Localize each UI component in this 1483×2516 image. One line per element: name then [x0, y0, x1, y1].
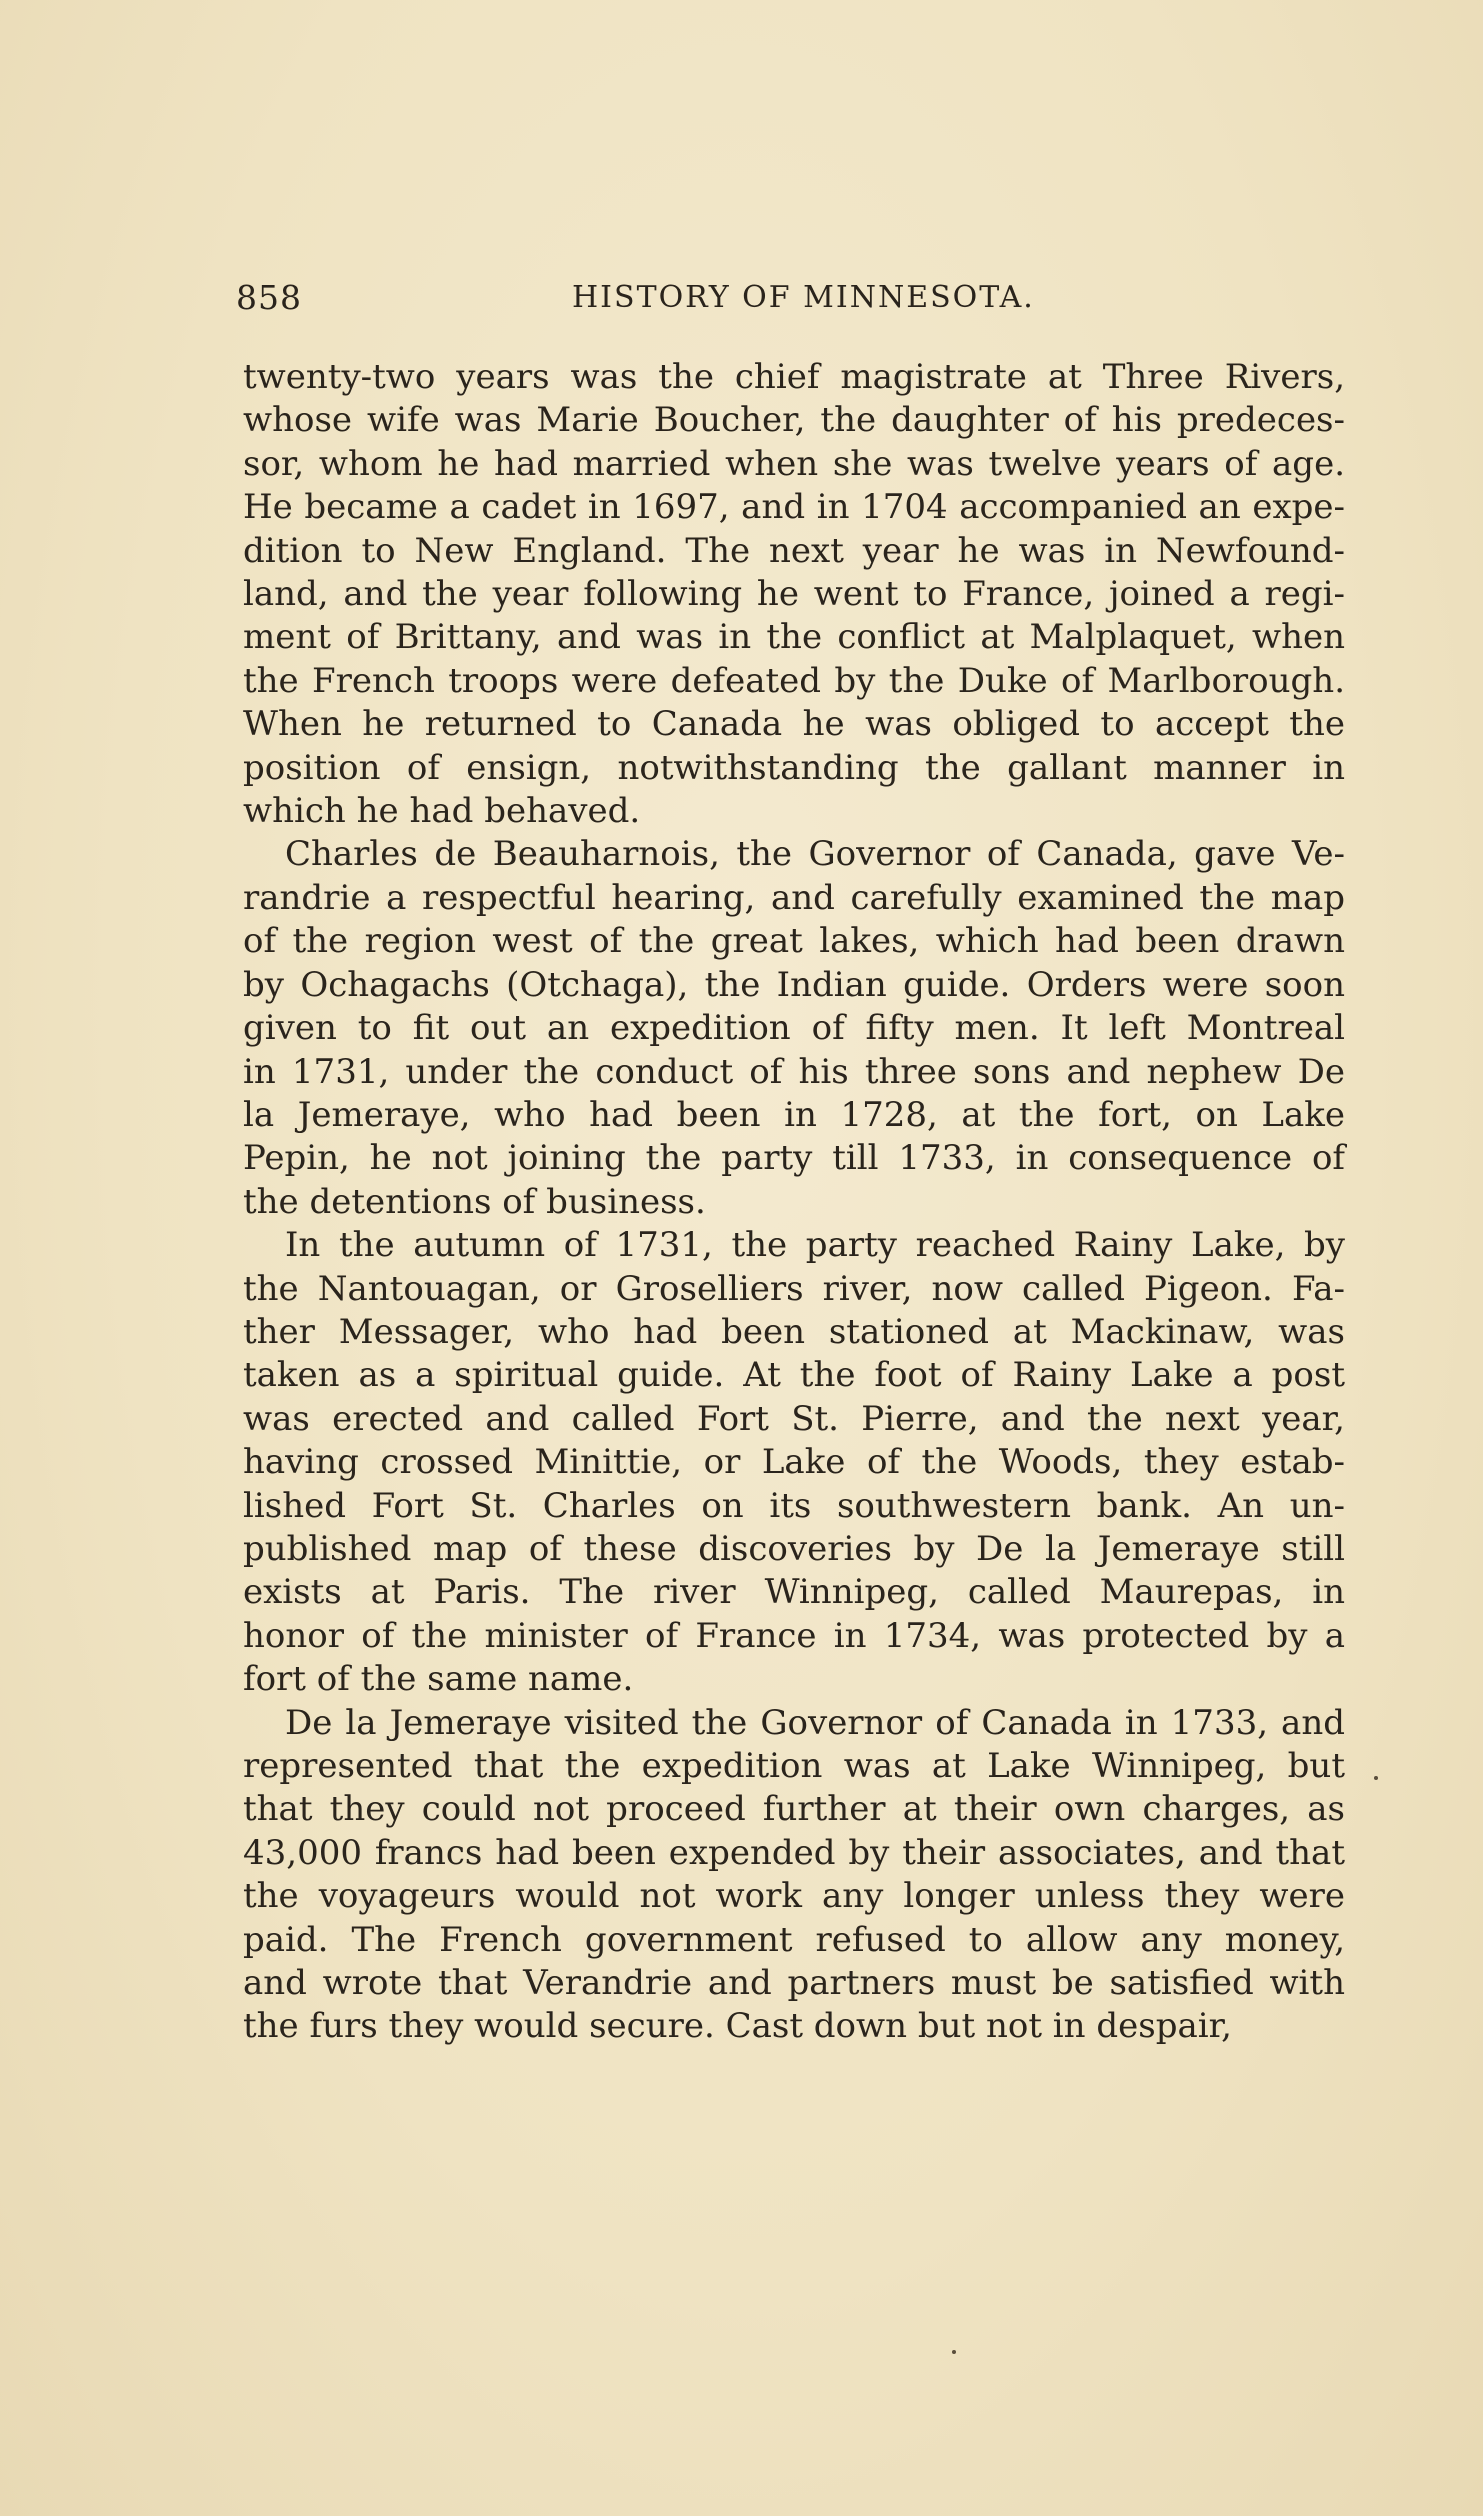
text-line: and wrote that Verandrie and partners must be satisfied with [243, 1963, 1345, 2004]
running-head: HISTORY OF MINNESOTA. [572, 280, 1035, 315]
text-line: In the autumn of 1731, the party reached Rainy Lake, by [285, 1225, 1345, 1266]
text-line: which he had behaved. [243, 791, 641, 832]
page-header [236, 272, 1366, 332]
text-line: in 1731, under the conduct of his three sons and nephew De [243, 1051, 1345, 1092]
text-line: the detentions of business. [243, 1181, 706, 1222]
text-line: that they could not proceed further at their own charges, as [243, 1789, 1345, 1830]
text-line: la Jemeraye, who had been in 1728, at the fort, on Lake [243, 1094, 1345, 1135]
text-line: the furs they would secure. Cast down but not in despair, [243, 2006, 1232, 2047]
text-line: dition to New England. The next year he was in Newfound- [243, 530, 1345, 571]
text-line: land, and the year following he went to France, joined a regi- [243, 574, 1345, 615]
text-line: randrie a respectful hearing, and carefully examined the map [243, 877, 1345, 918]
text-line: by Ochagachs (Otchaga), the Indian guide. Orders were soon [243, 964, 1345, 1005]
ink-speck [952, 2350, 956, 2354]
text-line: fort of the same name. [243, 1659, 634, 1700]
text-line: lished Fort St. Charles on its southwestern bank. An un- [243, 1485, 1345, 1526]
paragraph [243, 1702, 1345, 2049]
paragraph [243, 356, 1345, 833]
text-line: De la Jemeraye visited the Governor of Canada in 1733, and [285, 1702, 1345, 1743]
text-line: the French troops were defeated by the Duke of Marlborough. [243, 660, 1345, 701]
text-line: He became a cadet in 1697, and in 1704 accompanied an expe- [243, 487, 1345, 528]
text-line: ther Messager, who had been stationed at Mackinaw, was [243, 1311, 1345, 1352]
text-line: the voyageurs would not work any longer unless they were [243, 1876, 1345, 1917]
text-line: When he returned to Canada he was obliged to accept the [243, 704, 1345, 745]
text-line: was erected and called Fort St. Pierre, and the next year, [243, 1398, 1345, 1439]
text-line: Pepin, he not joining the party till 1733, in consequence of [243, 1138, 1345, 1179]
text-line: 43,000 francs had been expended by their associates, and that [243, 1832, 1345, 1873]
text-line: twenty-two years was the chief magistrate at Three Rivers, [243, 357, 1345, 397]
page-number: 858 [236, 278, 302, 317]
body-text [243, 356, 1345, 2049]
paragraph [243, 833, 1345, 1224]
text-line: exists at Paris. The river Winnipeg, called Maurepas, in [243, 1572, 1345, 1613]
text-line: published map of these discoveries by De la Jemeraye still [243, 1528, 1345, 1569]
text-line: whose wife was Marie Boucher, the daughter of his predeces- [243, 400, 1345, 441]
text-line: the Nantouagan, or Groselliers river, now called Pigeon. Fa- [243, 1268, 1345, 1309]
text-line: honor of the minister of France in 1734, was protected by a [243, 1615, 1345, 1656]
text-line: represented that the expedition was at Lake Winnipeg, but [243, 1746, 1345, 1786]
paragraph [243, 1224, 1345, 1701]
text-line: given to fit out an expedition of fifty men. It left Montreal [243, 1008, 1345, 1049]
text-line: paid. The French government refused to allow any money, [243, 1919, 1345, 1960]
text-line: taken as a spiritual guide. At the foot of Rainy Lake a post [243, 1355, 1345, 1396]
ink-speck [1374, 1776, 1378, 1780]
text-line: having crossed Minittie, or Lake of the Woods, they estab- [243, 1442, 1345, 1483]
text-line: ment of Brittany, and was in the conflict at Malplaquet, when [243, 617, 1345, 658]
text-line: Charles de Beauharnois, the Governor of Canada, gave Ve- [285, 834, 1345, 875]
text-line: of the region west of the great lakes, which had been drawn [243, 921, 1345, 962]
text-line: position of ensign, notwithstanding the gallant manner in [243, 747, 1345, 788]
text-line: sor, whom he had married when she was twelve years of age. [243, 443, 1345, 484]
